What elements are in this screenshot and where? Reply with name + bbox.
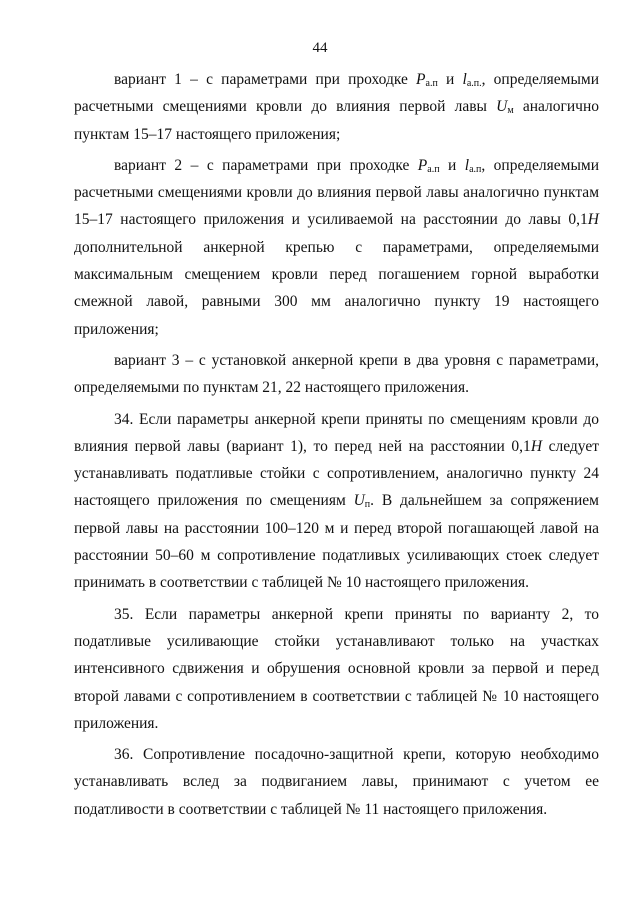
subscript: п [364,499,371,511]
text-run: . В дальнейшем за сопряжением первой лавы на расстоянии 100–120 м и перед второй погашающей лавой на расстоянии 50–60 м сопротивление податливых усиливающих стоек следует принимать в соответствии с таблицей № 10 настоящего приложения. [74,492,599,592]
paragraph-35: 35. Если параметры анкерной крепи приняты по варианту 2, то податливые усиливающие стойки устанавливают только на участках интенсивного сдвижения и обрушения основной кровли за первой и перед второй лавами с сопротивлением в соответствии с таблицей № 10 настоящего приложения. [74,605,599,732]
text-run: , определяемыми расчетными смещениями кровли до влияния первой лавы [74,71,599,116]
text-run: 34. Если параметры анкерной крепи приняты по смещениям кровли до влияния первой лавы (вариант 1), то перед ней на расстоянии 0,1 [74,410,599,455]
text-run: и [439,156,465,174]
text-run: дополнительной анкерной крепью с параметрами, определяемыми максимальным смещением кровли перед погашением горной выработки смежной лавой, равными 300 мм аналогично пункту 19 настоящего приложения; [74,238,599,338]
page-number: 44 [312,40,328,56]
symbol-l: l [462,71,467,88]
paragraph-36: 36. Сопротивление посадочно-защитной крепи, которую необходимо устанавливать вслед за подвиганием лавы, принимают с учетом ее податливости в соответствии с таблицей № 11 настоящего приложения. [74,746,599,818]
subscript: а.п [469,163,482,175]
text-run: , определяемыми расчетными смещениями кровли до влияния первой лавы аналогично пунктам 15–17 настоящего приложения и усиливаемой на расстоянии до лавы 0,1 [74,156,599,229]
text-run: следует устанавливать податливые стойки с сопротивлением, аналогично пункту 24 настоящего приложения по смещениям [74,437,599,510]
text-run: и [437,71,463,88]
symbol-P: P [417,156,428,174]
symbol-U: U [353,492,365,510]
paragraph-variant-1 [74,66,599,148]
paragraph-variant-3: вариант 3 – с установкой анкерной крепи в два уровня с параметрами, определяемыми по пунктам 21, 22 настоящего приложения. [74,351,599,397]
document-body [74,66,599,823]
symbol-H: H [530,437,543,455]
subscript: а.п [425,78,438,89]
subscript: а.п. [466,78,482,89]
text-run: вариант 1 – с параметрами при проходке [114,71,417,88]
symbol-U: U [496,98,508,116]
symbol-P: P [416,71,426,88]
subscript: а.п [427,163,440,175]
symbol-H: H [587,211,599,229]
paragraph-variant-2 [74,152,599,343]
paragraph-34 [74,406,599,597]
subscript: м [507,105,514,117]
text-run: аналогично пунктам 15–17 настоящего приложения; [74,98,600,143]
text-run: вариант 2 – с параметрами при проходке [114,156,418,174]
symbol-l: l [464,156,470,174]
